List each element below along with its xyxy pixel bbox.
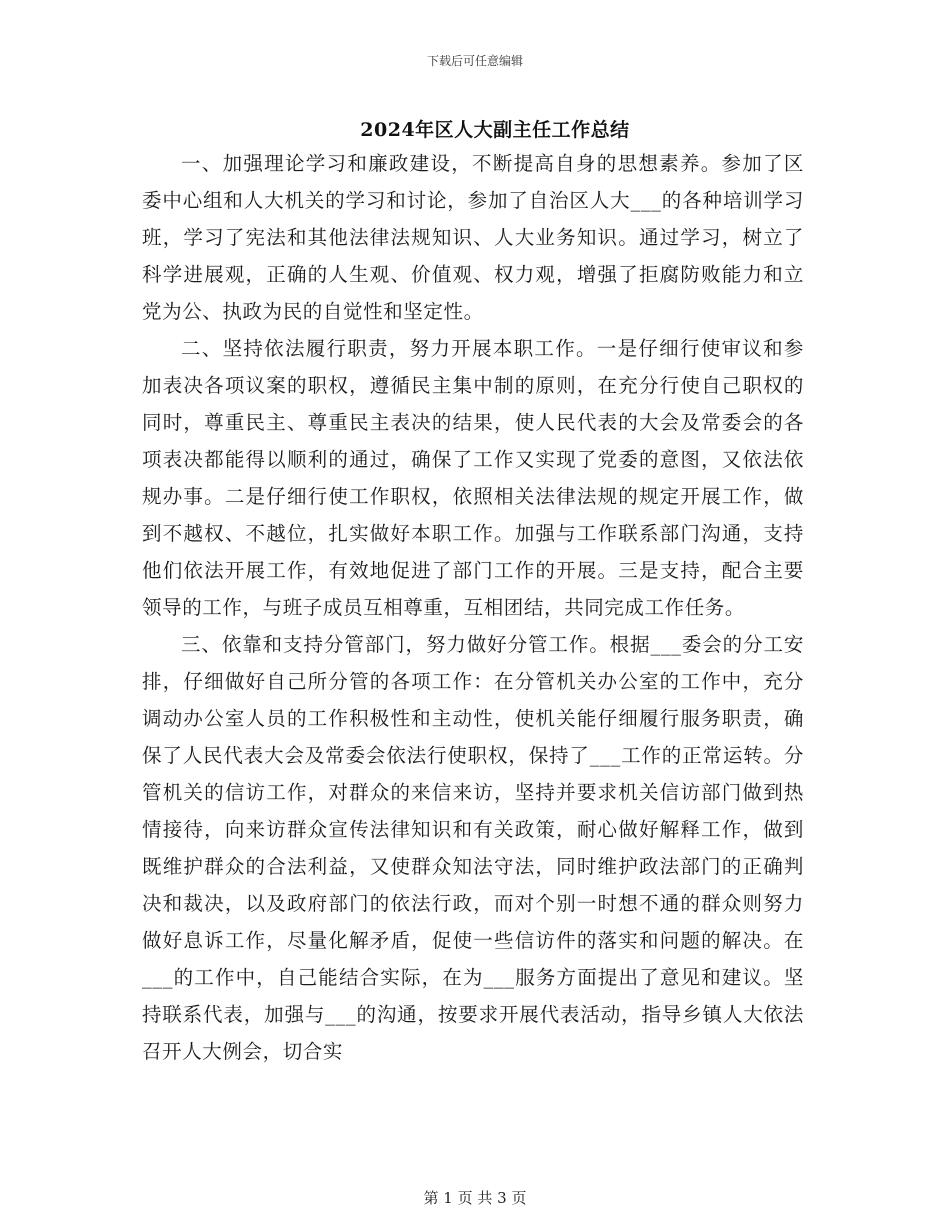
document-body (142, 145, 804, 1070)
paragraph-1: 一、加强理论学习和廉政建设，不断提高自身的思想素养。参加了区委中心组和人大机关的学习和讨论，参加了自治区人大___的各种培训学习班，学习了宪法和其他法律法规知识、人大业务知识。通过学习，树立了科学进展观，正确的人生观、价值观、权力观，增强了拒腐防败能力和立党为公、执政为民的自觉性和坚定性。 (142, 152, 804, 323)
document-title: 2024年区人大副主任工作总结 (360, 119, 630, 141)
paragraph-2: 二、坚持依法履行职责，努力开展本职工作。一是仔细行使审议和参加表决各项议案的职权，遵循民主集中制的原则，在充分行使自己职权的同时，尊重民主、尊重民主表决的结果，使人民代表的大会及常委会的各项表决都能得以顺利的通过，确保了工作又实现了党委的意图，又依法依规办事。二是仔细行使工作职权，依照相关法律法规的规定开展工作，做到不越权、不越位，扎实做好本职工作。加强与工作联系部门沟通，支持他们依法开展工作，有效地促进了部门工作的开展。三是支持，配合主要领导的工作，与班子成员互相尊重，互相团结，共同完成工作任务。 (142, 337, 804, 619)
paragraph-3: 三、依靠和支持分管部门，努力做好分管工作。根据___委会的分工安排，仔细做好自己所分管的各项工作：在分管机关办公室的工作中，充分调动办公室人员的工作积极性和主动性，使机关能仔细履行服务职责，确保了人民代表大会及常委会依法行使职权，保持了___工作的正常运转。分管机关的信访工作，对群众的来信来访，坚持并要求机关信访部门做到热情接待，向来访群众宣传法律知识和有关政策，耐心做好解释工作，做到既维护群众的合法利益，又使群众知法守法，同时维护政法部门的正确判决和裁决，以及政府部门的依法行政，而对个别一时想不通的群众则努力做好息诉工作，尽量化解矛盾，促使一些信访件的落实和问题的解决。在___的工作中，自己能结合实际，在为___服务方面提出了意见和建议。坚持联系代表，加强与___的沟通，按要求开展代表活动，指导乡镇人大依法召开人大例会，切合实 (142, 633, 804, 1063)
page-number: 第 1 页 共 3 页 (423, 1189, 527, 1207)
page-header-note: 下载后可任意编辑 (426, 54, 523, 68)
